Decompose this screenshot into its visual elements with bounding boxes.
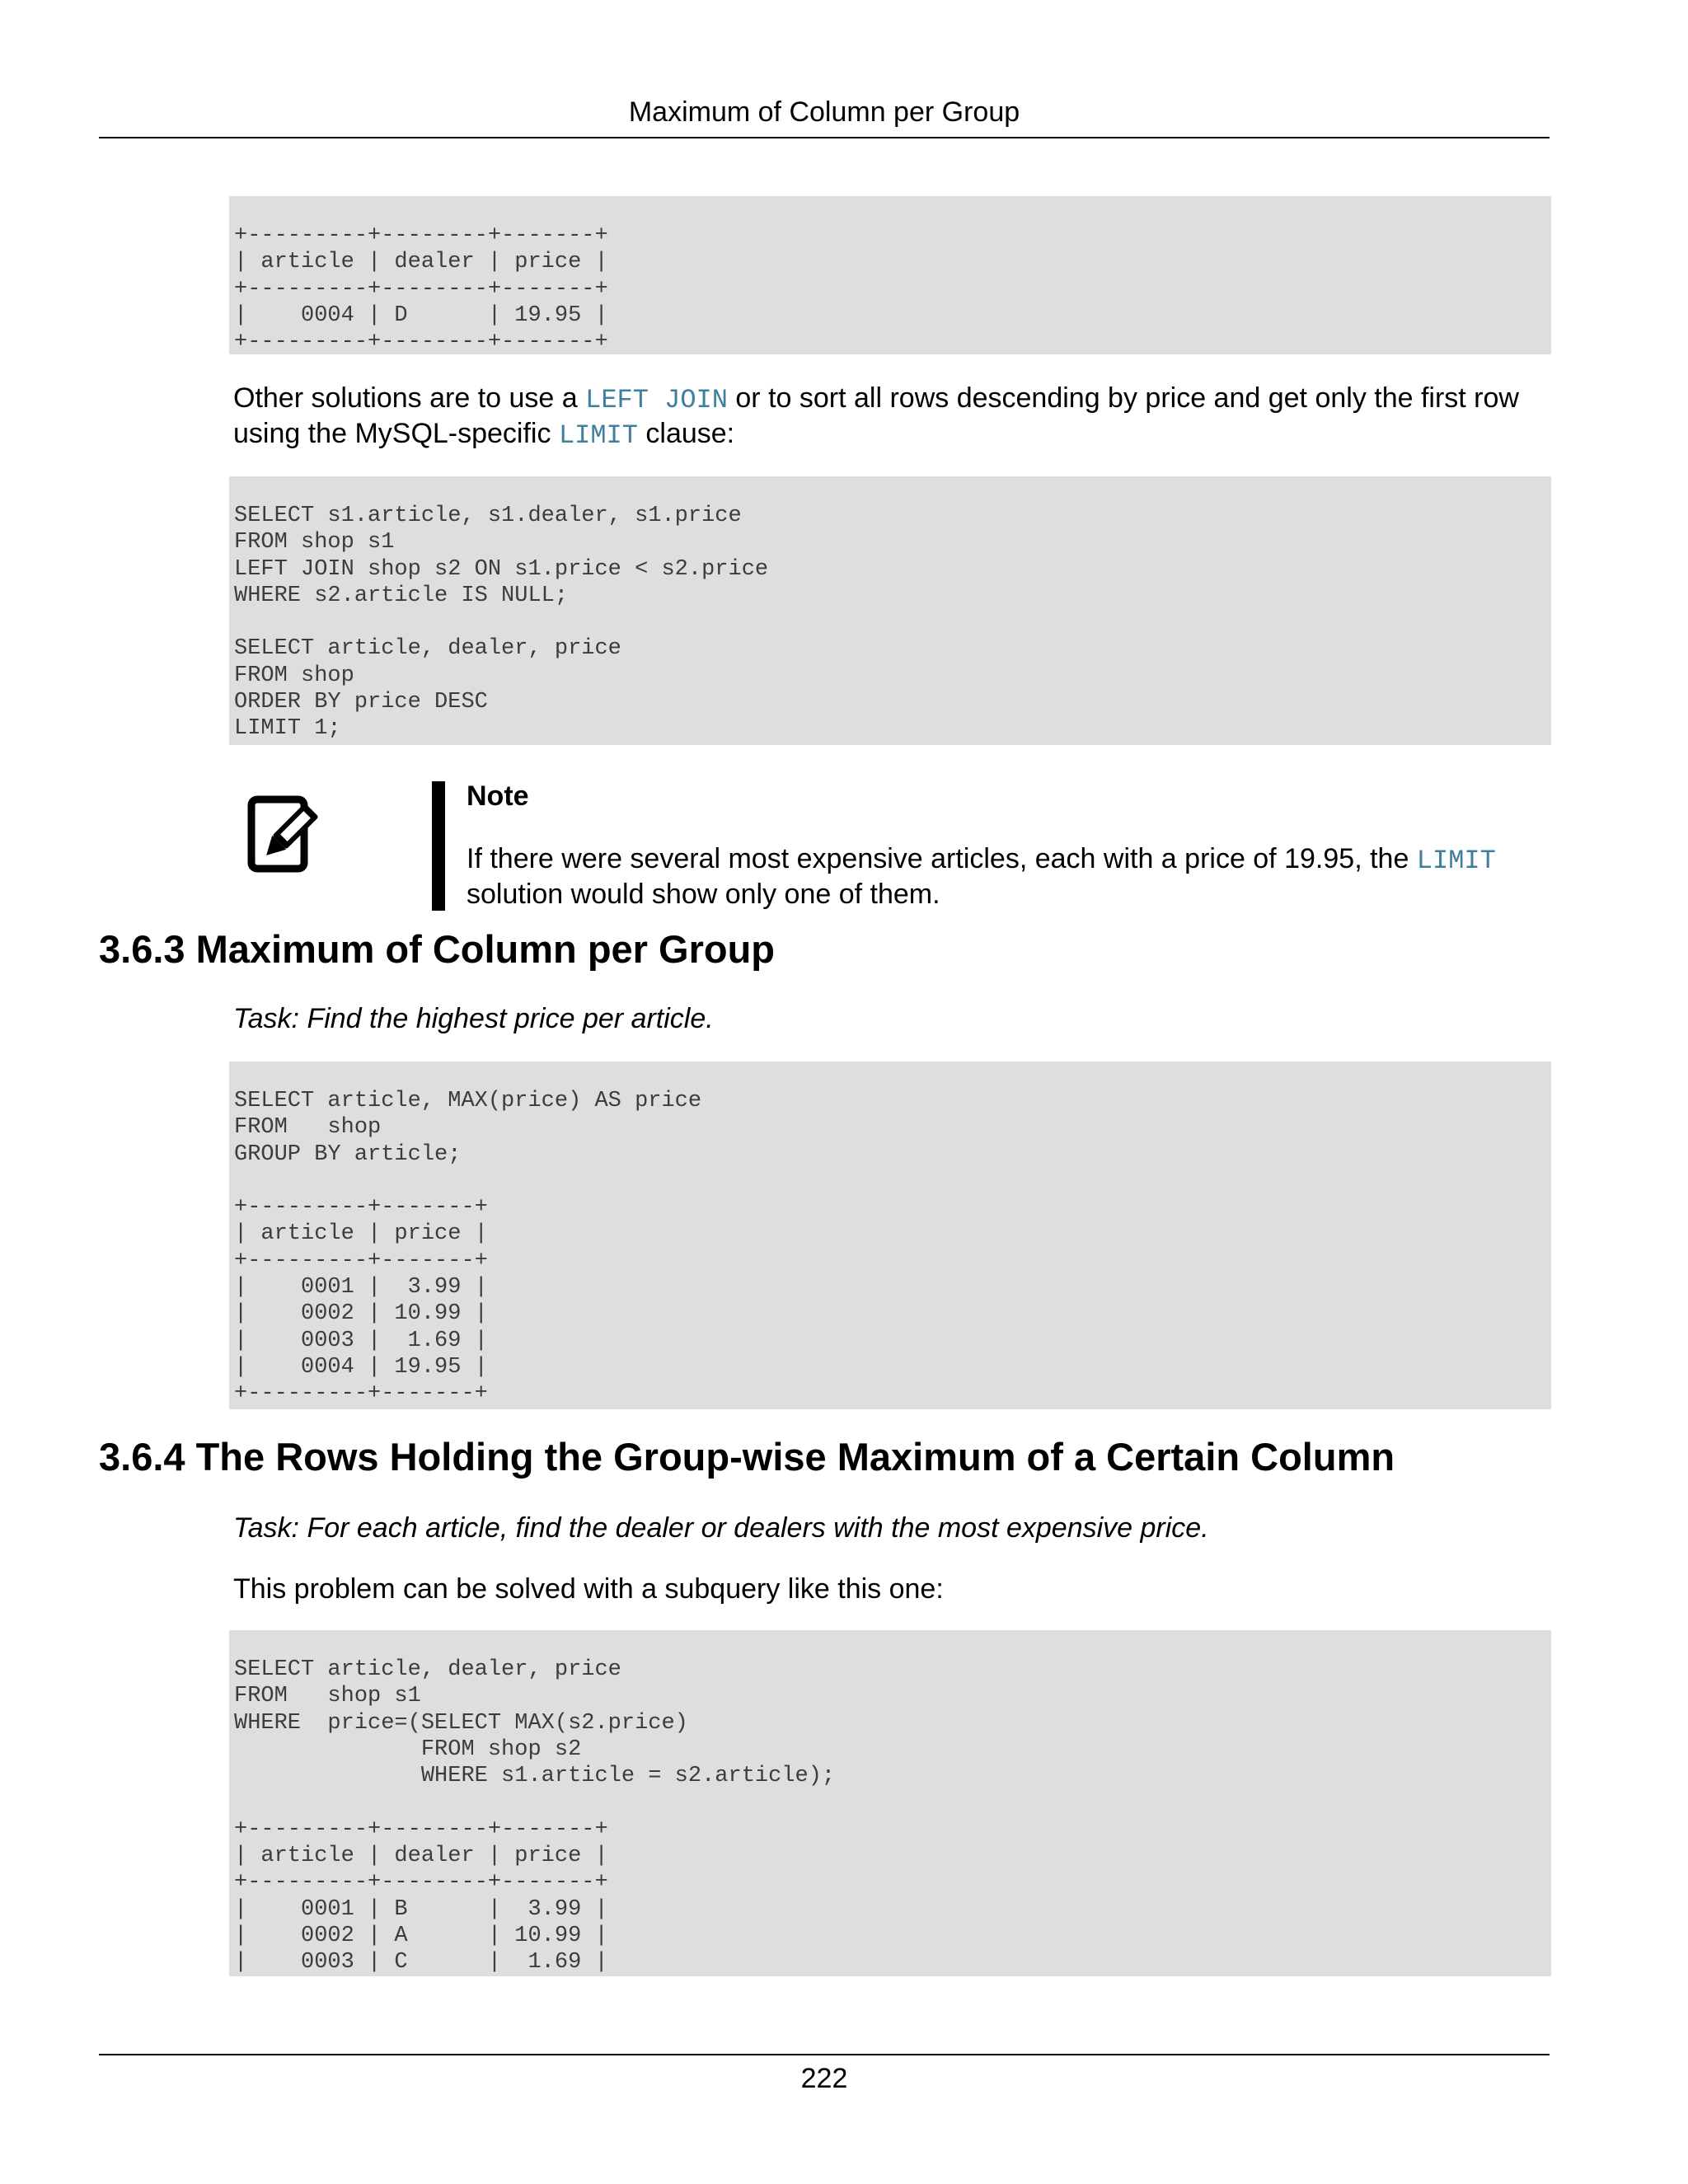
task-3-6-3: Task: Find the highest price per article.	[233, 1003, 714, 1034]
page-number: 222	[800, 2063, 848, 2094]
note-sidebar	[432, 781, 445, 911]
code-block-max-per-group: SELECT article, MAX(price) AS price FROM shop GROUP BY article; +---------+-------+ | article | price | +---------+-------+ | 0001 | 3.99 | | 0002 | 10.99 | | 0003 | 1.69 | | 0004 | 19.95 | +---------+-------+	[229, 1062, 1551, 1409]
inline-code-limit: LIMIT	[1416, 846, 1496, 876]
header-rule	[99, 137, 1550, 138]
footer-rule	[99, 2054, 1550, 2055]
code-block-result: +---------+--------+-------+ | article | dealer | price | +---------+--------+-------+ | 0004 | D | 19.95 | +---------+--------+-------+	[229, 196, 1551, 354]
inline-code-limit: LIMIT	[558, 420, 638, 451]
note-text: If there were several most expensive articles, each with a price of 19.95, the LIMIT solution would show only one of them.	[467, 843, 1496, 910]
inline-code-left-join: LEFT JOIN	[585, 385, 728, 415]
task-3-6-4: Task: For each article, find the dealer or dealers with the most expensive price.	[233, 1512, 1209, 1544]
code-block-subquery: SELECT article, dealer, price FROM shop s1 WHERE price=(SELECT MAX(s2.price) FROM shop s2 WHERE s1.article = s2.article); +---------+--------+-------+ | article | dealer | price | +---------+--------+-------+ | 0001 | B | 3.99 | | 0002 | A | 10.99 | | 0003 | C | 1.69 |	[229, 1630, 1551, 1976]
paragraph-subquery-intro: This problem can be solved with a subquery like this one:	[233, 1573, 944, 1605]
running-header: Maximum of Column per Group	[628, 96, 1020, 128]
note-title: Note	[467, 780, 529, 812]
section-heading-3-6-4: 3.6.4 The Rows Holding the Group-wise Maximum of a Certain Column	[99, 1435, 1395, 1479]
section-heading-3-6-3: 3.6.3 Maximum of Column per Group	[99, 927, 775, 971]
code-block-left-join: SELECT s1.article, s1.dealer, s1.price FROM shop s1 LEFT JOIN shop s2 ON s1.price < s2.price WHERE s2.article IS NULL; SELECT article, dealer, price FROM shop ORDER BY price DESC LIMIT 1;	[229, 476, 1551, 745]
note-pencil-icon	[246, 794, 320, 874]
paragraph-other-solutions: Other solutions are to use a LEFT JOIN or to sort all rows descending by price and get only the first row using the MySQL-specific LIMIT clause:	[233, 382, 1519, 451]
